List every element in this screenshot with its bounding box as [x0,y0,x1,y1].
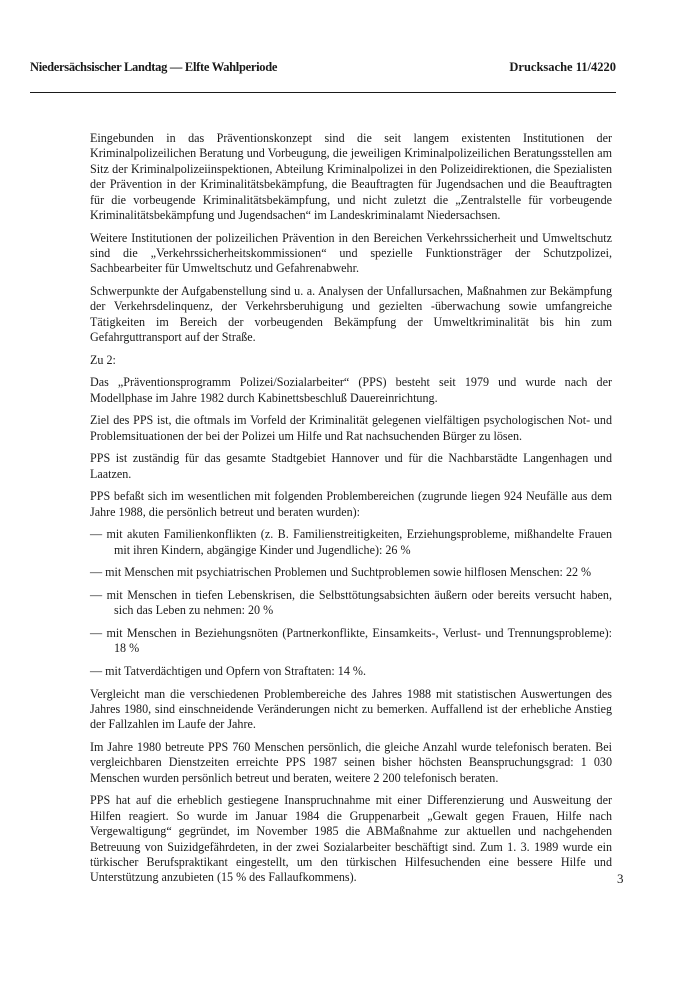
list-item: — mit Tatverdächtigen und Opfern von Straftaten: 14 %. [90,664,367,679]
paragraph-focus-areas: Schwerpunkte der Aufgabenstellung sind u. a. Analysen der Unfallursachen, Maßnahmen zur Bekämpfung der Verkehrsdelinquenz, der Verkehrsberuhigung und gezielten -überwachung sowie umfangreiche Tätigkeiten im Bereich der vorbeugenden Bekämpfung der Umweltkriminalität bis hin zum Gefahrguttransport auf der Straße. [90,284,612,345]
paragraph-pps-area: PPS ist zuständig für das gesamte Stadtgebiet Hannover und für die Nachbarstädte Langenhagen und Laatzen. [90,451,612,481]
page-header [30,60,616,80]
page-number: 3 [617,871,624,886]
list-item: — mit Menschen in tiefen Lebenskrisen, die Selbsttötungsabsichten äußern oder bereits versucht haben, sich das Leben zu nehmen: 20 % [90,588,612,618]
list-item: — mit akuten Familienkonflikten (z. B. Familienstreitigkeiten, Erziehungsprobleme, mißhandelte Frauen mit ihren Kindern, abgängige Kinder und Jugendliche): 26 % [90,527,612,557]
list-item: — mit Menschen in Beziehungsnöten (Partnerkonflikte, Einsamkeits-, Verlust- und Trennungsprobleme): 18 % [90,626,612,656]
list-item: — mit Menschen mit psychiatrischen Problemen und Suchtproblemen sowie hilflosen Menschen: 22 % [90,565,592,580]
paragraph-pps-goal: Ziel des PPS ist, die oftmals im Vorfeld der Kriminalität gelegenen vielfältigen psychologischen Not- und Problemsituationen der bei der Polizei um Hilfe und Rat nachsuchenden Bürger zu lösen. [90,413,612,443]
document-reference: Drucksache 11/4220 [509,60,616,74]
paragraph-further-institutions: Weitere Institutionen der polizeilichen Prävention in den Bereichen Verkehrssicherheit und Umweltschutz sind die „Verkehrssicherheitskommissionen“ und spezielle Funktionsträger der Schutzpolizei, Sachbearbeiter für Umweltschutz und Gefahrenabwehr. [90,230,612,276]
paragraph-problem-areas: PPS befaßt sich im wesentlichen mit folgenden Problembereichen (zugrunde liegen 924 Neufälle aus dem Jahre 1988, die persönlich betreut und beraten wurden): [90,489,612,519]
paragraph-comparison: Vergleicht man die verschiedenen Problembereiche des Jahres 1988 mit statistischen Auswertungen des Jahres 1980, sind einschneidende Veränderungen nicht zu bemerken. Auffallend ist der erhebliche Anstieg der Fallzahlen im Laufe der Jahre. [90,686,612,732]
document-body [90,131,612,893]
header-title: Niedersächsischer Landtag — Elfte Wahlperiode [30,60,278,74]
paragraph-institutions: Eingebunden in das Präventionskonzept sind die seit langem existenten Institutionen der Kriminalpolizeilichen Beratung und Vorbeugung, die jeweiligen Kriminalpolizeilichen Beratungsstellen am Sitz der Kriminalpolizeiinspektionen, Abteilung Kriminalpolizei in den Polizeidirektionen, die Spezialisten der Prävention in der Kriminalitätsbekämpfung, die Beauftragten für Jugendsachen und die Beauftragten für die vorbeugende Kriminalitätsbekämpfung, und nicht zuletzt die „Zentralstelle für vorbeugende Kriminalitätsbekämpfung und Jugendsachen“ im Landeskriminalamt Niedersachsen. [90,131,612,223]
header-rule [30,92,616,93]
paragraph-expansion: PPS hat auf die erheblich gestiegene Inanspruchnahme mit einer Differenzierung und Ausweitung der Hilfen reagiert. So wurde im Januar 1984 die Gruppenarbeit „Gewalt gegen Frauen, Hilfe nach Vergewaltigung“ gegründet, im November 1985 die ABMaßnahme zur aktuellen und nachgehenden Betreuung von Suizidgefährdeten, in der zwei Sozialarbeiter beschäftigt sind. Zum 1. 3. 1989 wurde ein türkischer Berufspraktikant eingestellt, um den türkischen Hilfesuchenden eine bessere Hilfe und Unterstützung anzubieten (15 % des Fallaufkommens). [90,793,612,885]
section-heading: Zu 2: [90,352,116,367]
paragraph-statistics: Im Jahre 1980 betreute PPS 760 Menschen persönlich, die gleiche Anzahl wurde telefonisch beraten. Bei vergleichbaren Dienstzeiten erreichte PPS 1987 seinen bisher höchsten Beanspruchungsgrad: 1 030 Menschen wurden persönlich betreut und beraten, weitere 2 200 telefonisch beraten. [90,740,612,785]
paragraph-pps-intro: Das „Präventionsprogramm Polizei/Sozialarbeiter“ (PPS) besteht seit 1979 und wurde nach der Modellphase im Jahre 1982 durch Kabinettsbeschluß Dauereinrichtung. [90,375,612,405]
